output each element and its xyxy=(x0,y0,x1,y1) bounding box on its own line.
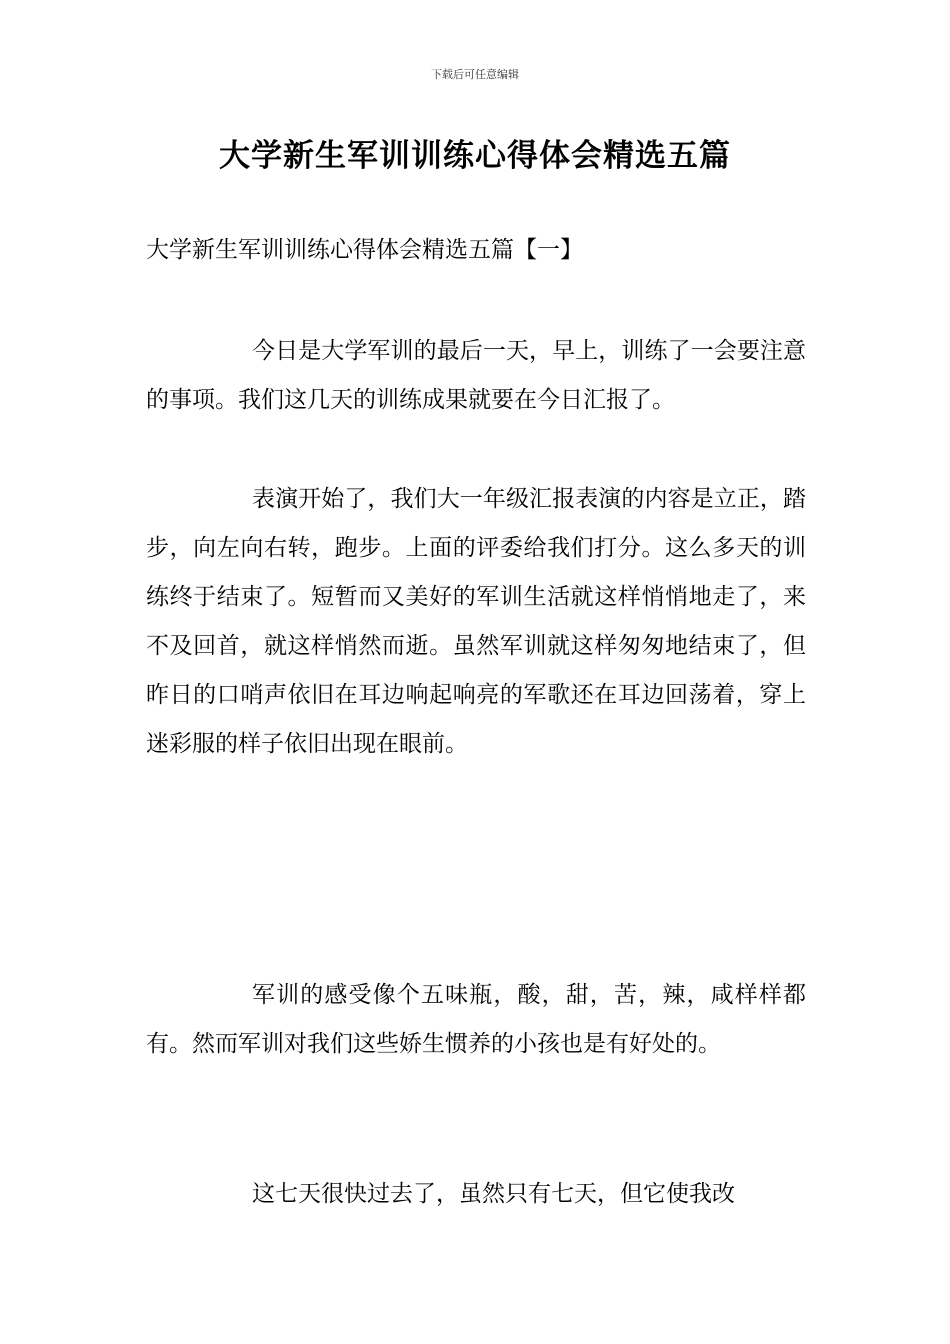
paragraph-2: 表演开始了，我们大一年级汇报表演的内容是立正，踏步，向左向右转，跑步。上面的评委给我们打分。这么多天的训练终于结束了。短暂而又美好的军训生活就这样悄悄地走了，来不及回首，就这样悄然而逝。虽然军训就这样匆匆地结束了，但昨日的口哨声依旧在耳边响起响亮的军歌还在耳边回荡着，穿上迷彩服的样子依旧出现在眼前。 xyxy=(146,486,806,757)
paragraph-1: 今日是大学军训的最后一天，早上，训练了一会要注意的事项。我们这几天的训练成果就要在今日汇报了。 xyxy=(146,338,806,413)
document-title: 大学新生军训训练心得体会精选五篇 xyxy=(219,138,731,174)
section-heading: 大学新生军训训练心得体会精选五篇【一】 xyxy=(146,237,583,263)
paragraph-4: 这七天很快过去了，虽然只有七天，但它使我改 xyxy=(252,1181,735,1207)
paragraph-3: 军训的感受像个五味瓶，酸，甜，苦，辣，咸样样都有。然而军训对我们这些娇生惯养的小孩也是有好处的。 xyxy=(146,982,806,1057)
header-note: 下载后可任意编辑 xyxy=(431,68,519,81)
